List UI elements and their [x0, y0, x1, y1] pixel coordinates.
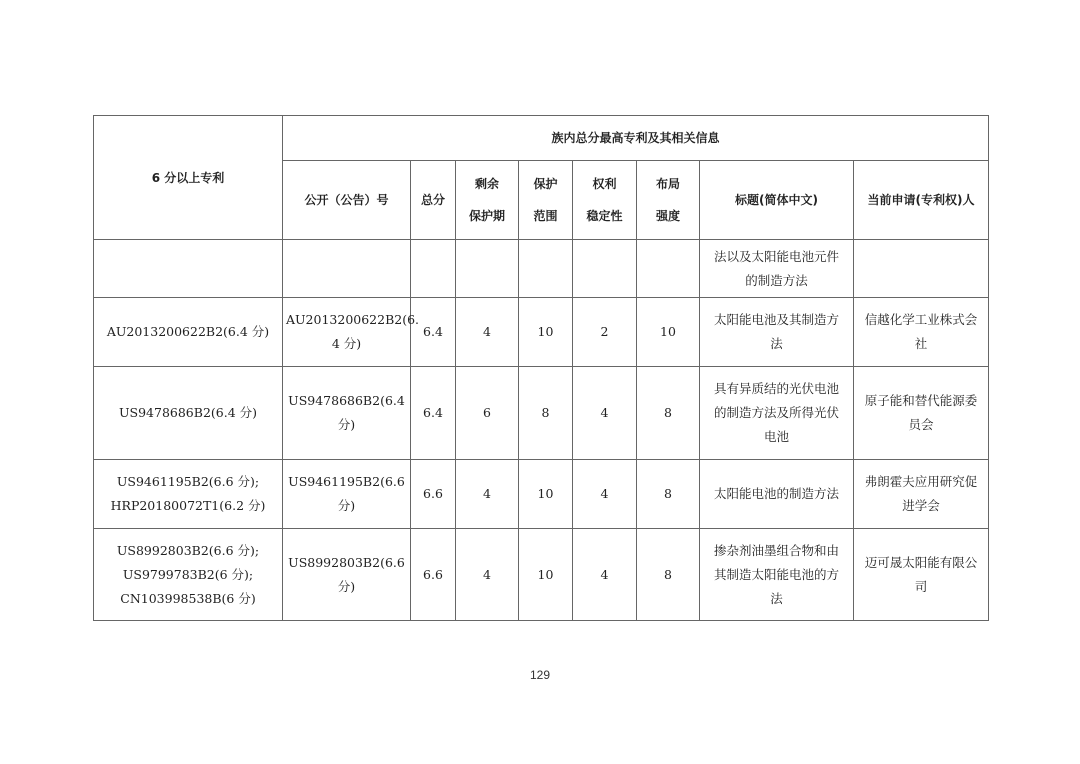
right-stability-cell [573, 240, 637, 298]
cell-line: 具有异质结的光伏电池 [713, 381, 839, 396]
right-stability-cell: 4 [573, 460, 637, 529]
cell-line: US9478686B2(6.4 分) [118, 405, 257, 420]
remaining-term-cell: 6 [456, 367, 519, 460]
pub-number-cell [283, 367, 411, 460]
header-right-stability [573, 161, 637, 240]
cell-line: CN103998538B(6 分) [120, 590, 256, 606]
header-line: 权利 [592, 177, 617, 191]
layout-strength-cell: 10 [637, 298, 700, 367]
pub-number-cell [283, 298, 420, 367]
total-score-cell: 6.4 [411, 298, 456, 367]
right-stability-cell: 2 [573, 298, 637, 367]
header-line: 布局 [655, 177, 680, 191]
cell-line: AU2013200622B2(6. [286, 312, 420, 327]
header-line: 剩余 [474, 177, 499, 191]
cell-line: 分) [337, 578, 356, 594]
cell-line: 电池 [763, 429, 789, 444]
layout-strength-cell: 8 [637, 460, 700, 529]
header-line: 稳定性 [586, 209, 623, 223]
header-protection-scope [519, 161, 573, 240]
total-score-cell: 6.6 [411, 529, 456, 621]
cell-line: 迈可晟太阳能有限公 [864, 554, 978, 570]
title-cell [700, 298, 854, 367]
cell-line: AU2013200622B2(6.4 分) [106, 324, 270, 339]
header-line: 标题(简体中文) [735, 193, 818, 207]
cell-line: 进学会 [902, 498, 940, 513]
header-line: 保护期 [468, 209, 505, 223]
remaining-term-cell: 4 [456, 460, 519, 529]
high-score-patents-cell [94, 529, 283, 621]
table-row [94, 529, 989, 621]
protection-scope-cell: 10 [519, 298, 573, 367]
header-line: 强度 [655, 209, 680, 223]
patent-table [93, 115, 989, 621]
protection-scope-cell [519, 240, 573, 298]
cell-line: 4 分) [331, 336, 362, 351]
applicant-cell [854, 529, 989, 621]
pub-number-cell [283, 460, 411, 529]
table-row [94, 367, 989, 460]
remaining-term-cell: 4 [456, 529, 519, 621]
header-pub-number [283, 161, 411, 240]
cell-line: US9478686B2(6.4 [288, 393, 405, 408]
total-score-cell [411, 240, 456, 298]
applicant-cell [854, 367, 989, 460]
page-number: 129 [529, 668, 551, 682]
header-high-score-patents: 6 分以上专利 [94, 116, 283, 240]
remaining-term-cell [456, 240, 519, 298]
cell-line: 的制造方法及所得光伏 [713, 405, 839, 420]
cell-line: US9461195B2(6.6 [288, 474, 405, 489]
applicant-cell [854, 460, 989, 529]
cell-line: 社 [914, 336, 928, 351]
high-score-patents-cell [94, 240, 283, 298]
protection-scope-cell: 10 [519, 460, 573, 529]
table-row [94, 460, 989, 529]
total-score-cell: 6.6 [411, 460, 456, 529]
table-row [94, 298, 989, 367]
cell-line: 弗朗霍夫应用研究促 [864, 474, 978, 489]
title-cell [700, 460, 854, 529]
cell-line: 其制造太阳能电池的方 [713, 566, 839, 582]
right-stability-cell: 4 [573, 529, 637, 621]
header-line: 保护 [533, 177, 558, 191]
pub-number-cell [283, 529, 411, 621]
cell-line: US9799783B2(6 分); [122, 566, 254, 582]
high-score-patents-cell [94, 298, 283, 367]
cell-line: 员会 [908, 417, 934, 432]
cell-line: US9461195B2(6.6 分); [116, 474, 260, 489]
protection-scope-cell: 8 [519, 367, 573, 460]
header-title [700, 161, 854, 240]
remaining-term-cell: 4 [456, 298, 519, 367]
cell-line: 分) [337, 498, 356, 513]
cell-line: US8992803B2(6.6 分); [116, 542, 260, 558]
cell-line: 法以及太阳能电池元件 [713, 248, 839, 264]
layout-strength-cell: 8 [637, 529, 700, 621]
cell-line: HRP20180072T1(6.2 分) [110, 498, 266, 513]
cell-line: 信越化学工业株式会 [864, 312, 978, 327]
cell-line: 太阳能电池及其制造方 [713, 312, 839, 327]
pub-number-cell [283, 240, 411, 298]
cell-line: 的制造方法 [745, 272, 808, 288]
cell-line: US8992803B2(6.6 [288, 554, 405, 570]
header-applicant [854, 161, 989, 240]
cell-line: 分) [337, 417, 356, 432]
table-row [94, 240, 989, 298]
cell-line: 司 [914, 578, 928, 594]
layout-strength-cell: 8 [637, 367, 700, 460]
cell-line: 法 [770, 336, 783, 351]
applicant-cell [854, 240, 989, 298]
header-total-score [411, 161, 456, 240]
title-cell [700, 240, 854, 298]
protection-scope-cell: 10 [519, 529, 573, 621]
header-layout-strength [637, 161, 700, 240]
layout-strength-cell [637, 240, 700, 298]
table-body [94, 240, 989, 621]
title-cell [700, 529, 854, 621]
header-line: 公开（公告）号 [304, 193, 389, 207]
header-line: 总分 [420, 193, 445, 207]
header-line: 范围 [533, 209, 558, 223]
cell-line: 法 [770, 590, 783, 606]
header-line: 当前申请(专利权)人 [867, 193, 975, 207]
cell-line: 太阳能电池的制造方法 [713, 486, 839, 501]
header-remaining-term [456, 161, 519, 240]
cell-line: 原子能和替代能源委 [864, 393, 978, 408]
title-cell [700, 367, 854, 460]
high-score-patents-cell [94, 460, 283, 529]
right-stability-cell: 4 [573, 367, 637, 460]
header-family-top-patent-info: 族内总分最高专利及其相关信息 [283, 116, 989, 161]
applicant-cell [854, 298, 989, 367]
total-score-cell: 6.4 [411, 367, 456, 460]
cell-line: 掺杂剂油墨组合物和由 [713, 542, 839, 558]
high-score-patents-cell [94, 367, 283, 460]
